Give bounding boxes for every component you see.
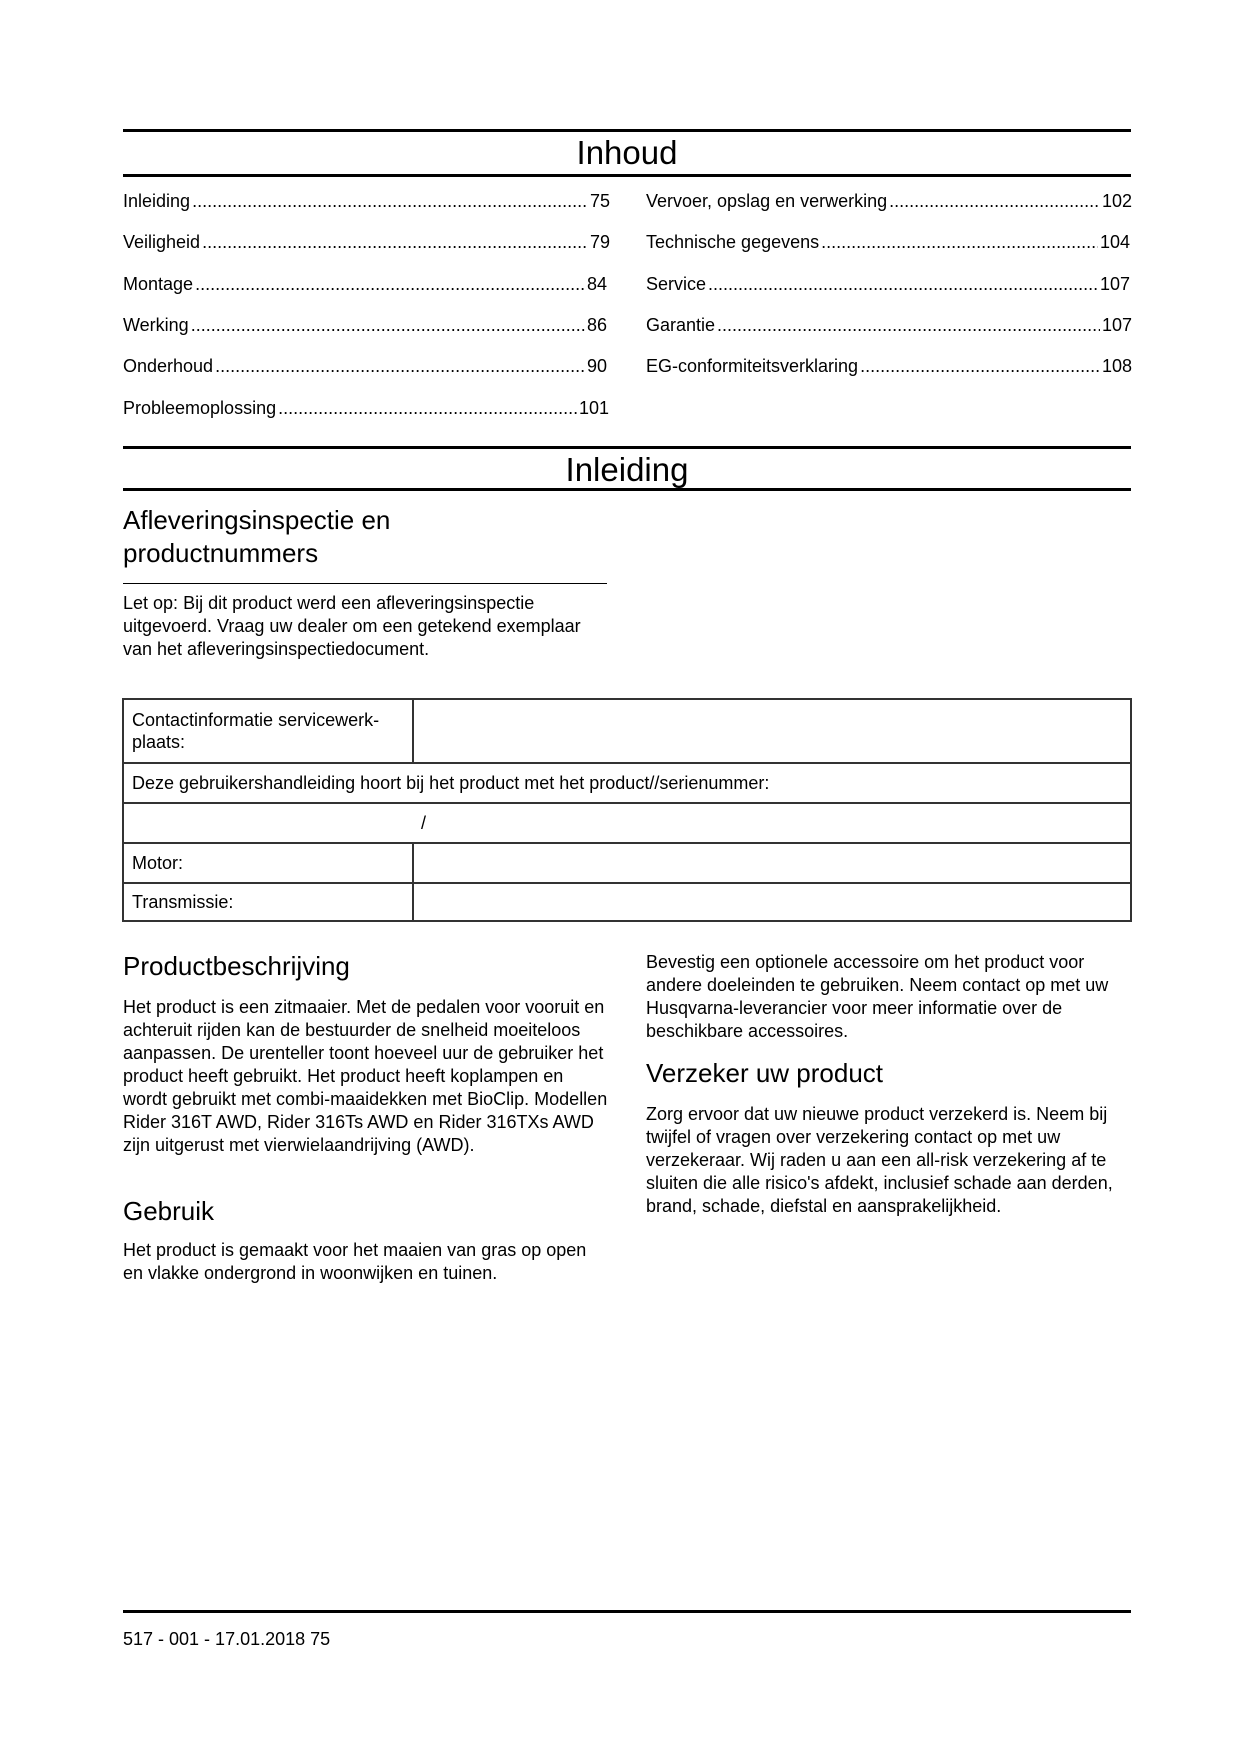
table-row [123,883,1131,921]
table-row [123,699,1131,763]
insurance-heading: Verzeker uw product [646,1058,884,1088]
product-description-text: Het product is een zitmaaier. Met de pedalen voor vooruit en achteruit rijden kan de bestuurder de snelheid moeiteloos aanpassen. De urenteller toont hoeveel uur de gebruiker het product heeft gebruikt. Het product heeft koplampen en wordt gebruikt met combi-maaidekken met BioClip. Modellen Rider 316T AWD, Rider 316Ts AWD en Rider 316TXs AWD zijn uitgerust met vierwielaandrijving (AWD). [123,997,608,1155]
toc-entry-eg-conformiteit[interactable]: EG-conformiteitsverklaring ..... 108 [646,355,1132,377]
toc-bottom-rule [123,174,1131,177]
product-description-heading: Productbeschrijving [123,951,350,981]
toc-entry-inleiding[interactable]: Inleiding ..... 75 [123,190,610,212]
intro-title: Inleiding [565,451,689,488]
intro-top-rule [123,446,1131,449]
motor-label: Motor: [123,843,413,883]
table-row [123,843,1131,883]
toc-entry-probleemoplossing[interactable]: Probleemoplossing ..... 101 [123,397,609,419]
accessories-text: Bevestig een optionele accessoire om het product voor andere doeleinden te gebruiken. Neem contact op met uw Husqvarna-leverancier voor meer informatie over de beschikbare accessoires. [646,952,1109,1041]
table-row [123,763,1131,803]
contact-label: Contactinformatie servicewerk-plaats: [123,699,413,763]
toc-title: Inhoud [576,134,678,171]
usage-text: Het product is gemaakt voor het maaien van gras op open en vlakke ondergrond in woonwijken en tuinen. [123,1240,587,1283]
contact-value[interactable] [413,699,1131,763]
transmission-value[interactable] [413,883,1131,921]
intro-bottom-rule [123,488,1131,491]
table-row [123,803,1131,843]
toc-top-rule [123,129,1131,132]
note-rule [123,583,607,584]
note-label: Let op: [123,593,179,613]
toc-entry-werking[interactable]: Werking ..... 86 [123,314,607,336]
footer-rule [123,1610,1131,1613]
insurance-text: Zorg ervoor dat uw nieuwe product verzekerd is. Neem bij twijfel of vragen over verzekering contact op met uw verzekeraar. Wij raden u aan een all-risk verzekering af te sluiten die alle risico's afdekt, inclusief schade aan derden, brand, schade, diefstal en aansprakelijkheid. [646,1104,1113,1216]
toc-entry-vervoer[interactable]: Vervoer, opslag en verwerking ..... 102 [646,190,1132,212]
toc-entry-service[interactable]: Service ..... 107 [646,273,1130,295]
footer-doc-code: 517 - 001 - 17.01.2018 [123,1629,306,1649]
toc-entry-veiligheid[interactable]: Veiligheid ..... 79 [123,231,610,253]
footer-page-number: 75 [310,1629,331,1649]
transmission-label: Transmissie: [123,883,413,921]
serial-number-field[interactable]: / [123,803,1131,843]
motor-value[interactable] [413,843,1131,883]
usage-heading: Gebruik [123,1196,215,1226]
toc-entry-onderhoud[interactable]: Onderhoud ..... 90 [123,355,607,377]
product-info-table [122,698,1132,922]
toc-entry-technische-gegevens[interactable]: Technische gegevens ..... 104 [646,231,1130,253]
manual-text: Deze gebruikershandleiding hoort bij het product met het product//serienummer: [123,763,1131,803]
note-text: Bij dit product werd een afleveringsinspectie uitgevoerd. Vraag uw dealer om een getekend exemplaar van het afleveringsinspectiedocument. [123,593,581,659]
toc-entry-montage[interactable]: Montage ..... 84 [123,273,607,295]
footer [123,1629,330,1650]
delivery-note [123,592,607,661]
delivery-heading: Afleveringsinspectie en productnummers [123,505,391,568]
toc-entry-garantie[interactable]: Garantie ..... 107 [646,314,1132,336]
